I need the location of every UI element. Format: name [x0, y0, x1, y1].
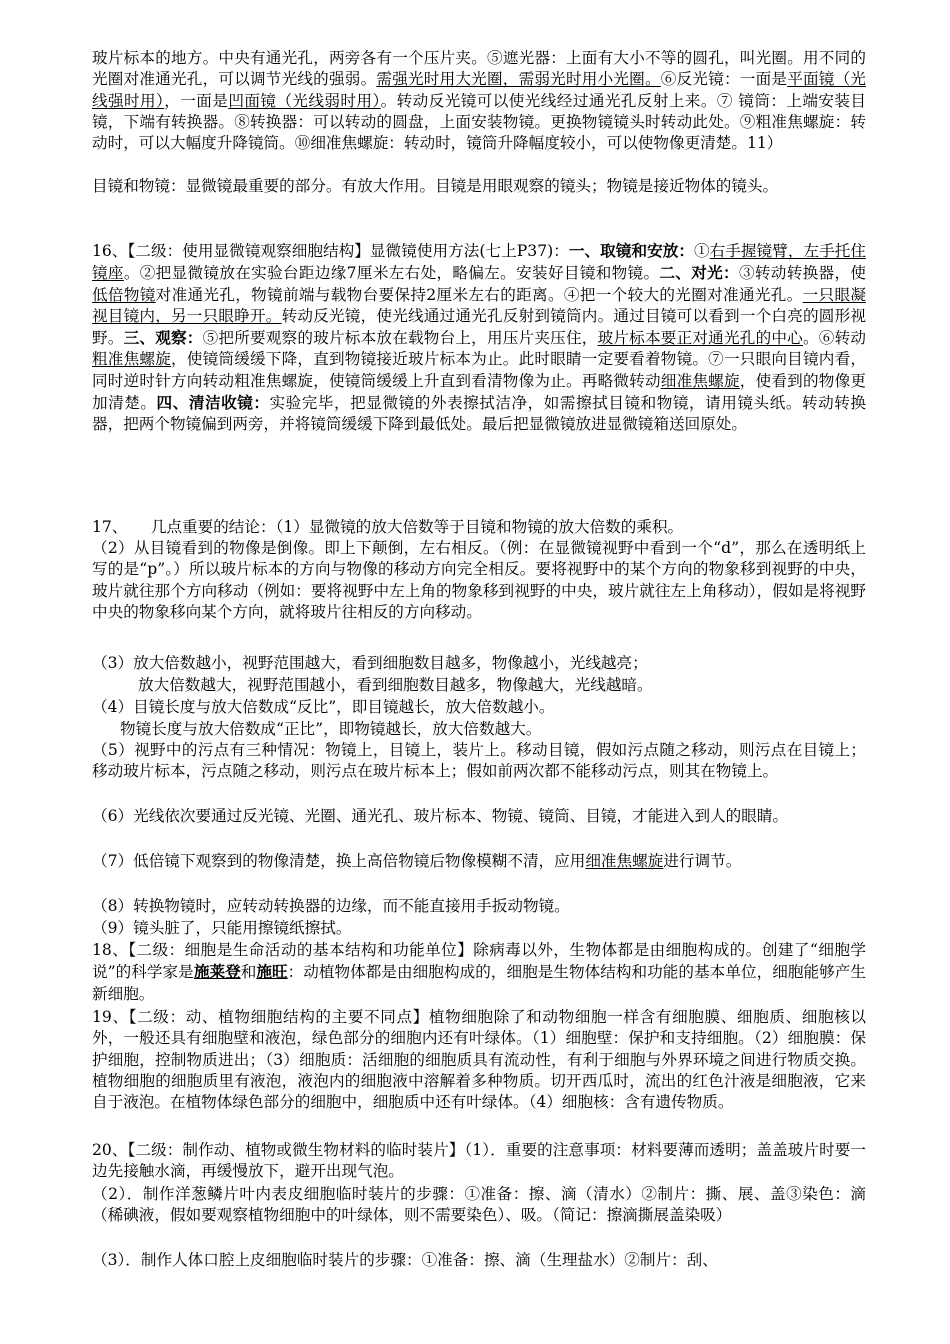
text-run: 。转动反光镜可以使光线经过通光孔反射上来。⑦ 镜筒：上端安装目镜，下端有转换器。⑧转换器：可以转动的圆盘，上面安装物镜。更换物镜镜头时转动此处。⑨粗准焦螺旋：转动时，可以大幅度升降镜筒。⑩细准焦螺旋：转动时，镜筒升降幅度较小，可以使物像更清楚。11）	[92, 91, 866, 153]
text-run: ：动植物体都是由细胞构成的，细胞是生物体结构和功能的基本单位，细胞能够产生新细胞。	[92, 963, 866, 1003]
text-run: 。②把显微镜放在实验台距边缘7厘米左右处，略偏左。安装好目镜和物镜。	[123, 264, 660, 283]
conclusion-4b	[92, 719, 894, 740]
paragraph-microscope-parts	[92, 48, 866, 154]
text-run: （2）．制作洋葱鳞片叶内表皮细胞临时装片的步骤：①准备：擦、滴（清水）②制片：撕、展、盖③染色：滴（稀碘液，假如要观察植物细胞中的叶绿体，则不需要染色）、吸。（简记：擦滴撕展盖染吸）	[92, 1185, 866, 1225]
conclusion-4a	[92, 697, 866, 718]
text-run: （3）放大倍数越小，视野范围越大，看到细胞数目越多，物像越小，光线越亮；	[92, 654, 648, 672]
text-run: （5）视野中的污点有三种情况：物镜上，目镜上，装片上。移动目镜，假如污点随之移动，则污点在目镜上；移动玻片标本，污点随之移动，则污点在玻片标本上；假如前两次都不能移动污点，则其在物镜上。	[92, 741, 866, 781]
text-run: ③转动转换器，使	[738, 264, 866, 283]
text-run: 19、【二级：动、植物细胞结构的主要不同点】植物细胞除了和动物细胞一样含有细胞膜、细胞质、细胞核以外，一般还具有细胞壁和液泡，绿色部分的细胞内还有叶绿体。（1）细胞壁：保护和支持细胞。（2）细胞膜：保护细胞，控制物质进出；（3）细胞质：活细胞的细胞质具有流动性，有利于细胞与外界环境之间进行物质交换。植物细胞的细胞质里有液泡，液泡内的细胞液中溶解着多种物质。切开西瓜时，流出的红色汁液是细胞液，它来自于液泡。在植物体绿色部分的细胞中，细胞质中还有叶绿体。（4）细胞核：含有遗传物质。	[92, 1008, 866, 1112]
text-run: （3）．制作人体口腔上皮细胞临时装片的步骤：①准备：擦、滴（生理盐水）②制片：刮、	[92, 1251, 718, 1269]
text-run: ⑤把所要观察的玻片标本放在载物台上，用压片夹压住，	[202, 329, 598, 348]
underlined-text: 细准焦螺旋	[660, 371, 740, 390]
bold-text: 施莱登	[193, 962, 241, 982]
text-run: 目镜和物镜：显微镜最重要的部分。有放大作用。目镜是用眼观察的镜头；物镜是接近物体的镜头。	[92, 177, 779, 195]
underlined-text: 细准焦螺旋	[585, 852, 664, 870]
conclusion-8	[92, 896, 866, 917]
bold-text: 二、对光：	[659, 263, 739, 283]
text-run: 实验完毕，把显微镜的外表擦拭洁净，如需擦拭目镜和物镜，请用镜头纸。转动转换器，把两个物镜偏到两旁，并将镜筒缓缓下降到最低处。最后把显微镜放进显微镜箱送回原处。	[92, 394, 866, 434]
text-run: 物镜长度与放大倍数成“正比”，即物镜越长，放大倍数越大。	[120, 720, 542, 738]
bold-text: 施旺	[256, 962, 288, 982]
underlined-text: 凹面镜（光线弱时用）	[228, 91, 381, 110]
text-run: 对准通光孔，物镜前端与载物台要保持2厘米左右的距离。④把一个较大的光圈对准通光孔。	[155, 285, 803, 304]
conclusion-2	[92, 538, 866, 623]
bold-text: 一、取镜和安放：	[568, 241, 694, 260]
conclusion-5	[92, 740, 866, 783]
conclusion-3a	[92, 653, 866, 674]
text-run: 16、【二级：使用显微镜观察细胞结构】显微镜使用方法(七上P37)：	[92, 242, 569, 260]
text-run: 放大倍数越大，视野范围越小，看到细胞数目越多，物像越大，光线越暗。	[138, 676, 653, 694]
text-run: ，一面是	[164, 91, 229, 110]
bold-text: 三、观察：	[123, 328, 203, 348]
conclusion-9	[92, 918, 866, 939]
section-20-cheek-slide	[92, 1250, 866, 1271]
text-run: （7）低倍镜下观察到的物像清楚，换上高倍物镜后物像模糊不清，应用	[92, 852, 586, 870]
text-run: 20、【二级：制作动、植物或微生物材料的临时装片】（1）．重要的注意事项：材料要薄而透明；盖盖玻片时要一边先接触水滴，再缓慢放下，避开出现气泡。	[92, 1141, 866, 1181]
underlined-text: 玻片标本要正对通光孔的中心	[597, 329, 803, 348]
text-run: （9）镜头脏了，只能用擦镜纸擦拭。	[92, 919, 352, 937]
text-run: ，使镜筒缓缓下降，直到物镜接近玻片标本为止。此时眼睛一定要看着物镜。⑦一只眼向目镜内看，同时逆时针方向转动粗准焦螺旋，使镜筒缓缓上升直到看清物像为止。再略微转动	[92, 350, 866, 390]
text-run: 18、【二级：细胞是生命活动的基本结构和功能单位】除病毒以外，生物体都是由细胞构成的。创建了“细胞学说”的科学家是	[92, 941, 866, 982]
section-20-temporary-slide	[92, 1140, 866, 1183]
paragraph-eyepiece-objective	[92, 176, 866, 197]
underlined-text: 一只眼凝视目镜内，另一只眼睁开。	[92, 285, 866, 325]
text-run: 和	[240, 963, 257, 982]
section-20-onion-slide	[92, 1184, 866, 1227]
bold-text: 四、清洁收镜：	[156, 393, 270, 413]
text-run: （6）光线依次要通过反光镜、光圈、通光孔、玻片标本、物镜、镜筒、目镜，才能进入到人的眼睛。	[92, 807, 789, 825]
text-run: ①	[694, 242, 710, 260]
conclusion-6	[92, 806, 866, 827]
underlined-text: 平面镜（光线强时用）	[92, 70, 866, 110]
section-18-cell-theory	[92, 940, 866, 1005]
text-run: 进行调节。	[663, 852, 742, 870]
text-run: 玻片标本的地方。中央有通光孔，两旁各有一个压片夹。⑤遮光器：上面有大小不等的圆孔，叫光圈。用不同的光圈对准通光孔，可以调节光线的强弱。	[92, 49, 866, 89]
text-run: 。⑥转动	[802, 329, 866, 348]
conclusion-3b	[92, 675, 912, 696]
section-16-microscope-usage	[92, 240, 866, 436]
text-run: （8）转换物镜时，应转动转换器的边缘，而不能直接用手扳动物镜。	[92, 897, 570, 915]
underlined-text: 右手握镜臂，左手托住镜座	[92, 242, 866, 283]
section-17-conclusions	[92, 517, 866, 538]
text-run: 17、 几点重要的结论：（1）显微镜的放大倍数等于目镜和物镜的放大倍数的乘积。	[92, 518, 684, 536]
text-run: ⑥反光镜：一面是	[660, 70, 788, 89]
section-19-cell-structure	[92, 1007, 866, 1113]
text-run: ，使看到的物像更加清楚。	[92, 371, 866, 413]
conclusion-7	[92, 851, 866, 872]
text-run: （4）目镜长度与放大倍数成“反比”，即目镜越长，放大倍数越小。	[92, 698, 555, 716]
underlined-text: 需强光时用大光圈，需弱光时用小光圈。	[376, 70, 661, 89]
underlined-text: 粗准焦螺旋	[92, 350, 171, 369]
text-run: （2）从目镜看到的物像是倒像。即上下颠倒，左右相反。（例：在显微镜视野中看到一个“d”，那么在透明纸上写的是“p”。）所以玻片标本的方向与物像的移动方向完全相反。要将视野中的某个方向的物象移到视野的中央，玻片就往那个方向移动（例如：要将视野中左上角的物象移到视野的中央，玻片就往左上角移动），假如是将视野中央的物象移向某个方向，就将玻片往相反的方向移动。	[92, 539, 866, 621]
text-run: 转动反光镜，使光线通过通光孔反射到镜筒内。通过目镜可以看到一个白亮的圆形视野。	[92, 306, 866, 348]
underlined-text: 低倍物镜	[92, 285, 156, 304]
